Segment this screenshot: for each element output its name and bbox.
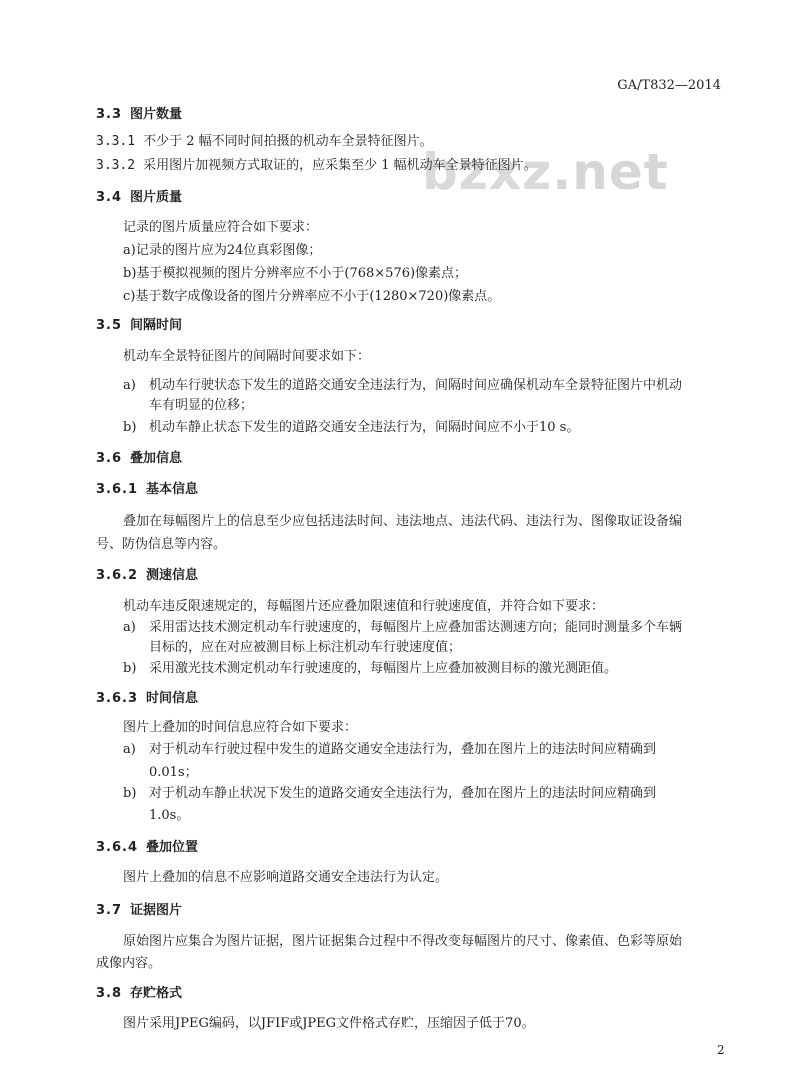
paragraph-continuation: 成像内容。 (96, 956, 162, 971)
list-marker: b) (123, 420, 137, 435)
list-item: c)基于数字成像设备的图片分辨率应不小于(1280×720)像素点。 (123, 289, 501, 304)
heading-title: 时间信息 (146, 691, 199, 706)
list-text: 采用激光技术测定机动车行驶速度的，每幅图片上应叠加被测目标的激光测距值。 (149, 661, 618, 676)
paragraph: 图片采用JPEG编码，以JFIF或JPEG文件格式存贮，压缩因子低于70。 (123, 1016, 535, 1031)
list-marker: b) (123, 786, 137, 801)
list-text: 采用雷达技术测定机动车行驶速度的，每幅图片上应叠加雷达测速方向；能同时测量多个车辆 (149, 620, 683, 635)
heading-number: 3.5 (96, 318, 123, 333)
list-marker: a) (123, 378, 136, 393)
document-code: GA/T832—2014 (617, 78, 721, 93)
list-text: 对于机动车静止状况下发生的道路交通安全违法行为，叠加在图片上的违法时间应精确到 (149, 786, 657, 801)
heading-number: 3.4 (96, 190, 123, 205)
paragraph: 原始图片应集合为图片证据，图片证据集合过程中不得改变每幅图片的尺寸、像素值、色彩等原始 (123, 934, 683, 949)
list-text: 对于机动车行驶过程中发生的道路交通安全违法行为，叠加在图片上的违法时间应精确到 (149, 742, 657, 757)
heading-number: 3.3 (96, 107, 123, 122)
list-text: 机动车行驶状态下发生的道路交通安全违法行为，间隔时间应确保机动车全景特征图片中机动 (149, 378, 683, 393)
clause-3-3-2 (96, 158, 537, 175)
heading-number: 3.8 (96, 986, 123, 1001)
heading-title: 基本信息 (146, 482, 199, 497)
heading-title: 存贮格式 (130, 986, 183, 1001)
clause-text: 不少于 2 幅不同时间拍摄的机动车全景特征图片。 (143, 134, 433, 149)
heading-number: 3.6.1 (96, 482, 139, 497)
list-item-a (123, 742, 656, 759)
heading-3-6 (96, 451, 182, 468)
heading-number: 3.6.2 (96, 568, 139, 583)
paragraph: 记录的图片质量应符合如下要求： (123, 220, 319, 235)
paragraph: 图片上叠加的信息不应影响道路交通安全违法行为认定。 (123, 870, 449, 885)
list-item-b (123, 786, 656, 803)
list-text: 机动车静止状态下发生的道路交通安全违法行为，间隔时间应不小于10 s。 (149, 420, 580, 435)
list-item-b (123, 420, 579, 437)
page-number: 2 (717, 1043, 725, 1057)
clause-number: 3.3.1 (96, 134, 136, 149)
heading-3-3 (96, 107, 182, 124)
watermark-part-b: .net (552, 143, 669, 201)
list-item-a (123, 378, 682, 395)
heading-3-6-1 (96, 482, 198, 499)
watermark-part-a: bzxz (422, 143, 553, 201)
heading-title: 证据图片 (130, 903, 183, 918)
paragraph: 机动车全景特征图片的间隔时间要求如下： (123, 349, 371, 364)
heading-3-8 (96, 986, 182, 1003)
list-marker: a) (123, 620, 136, 635)
paragraph-continuation: 号、防伪信息等内容。 (96, 537, 227, 552)
heading-number: 3.6 (96, 451, 123, 466)
list-item: a)记录的图片应为24位真彩图像； (123, 243, 322, 258)
heading-title: 测速信息 (146, 568, 199, 583)
list-marker: a) (123, 742, 136, 757)
list-item-a (123, 620, 682, 637)
clause-3-3-1 (96, 134, 433, 151)
list-item-continuation: 0.01s； (149, 765, 198, 780)
heading-number: 3.6.4 (96, 840, 139, 855)
list-item-b (123, 661, 617, 678)
paragraph: 机动车违反限速规定的，每幅图片还应叠加限速值和行驶速度值，并符合如下要求： (123, 599, 605, 614)
heading-title: 叠加信息 (130, 451, 183, 466)
heading-number: 3.7 (96, 903, 123, 918)
heading-3-7 (96, 903, 182, 920)
heading-number: 3.6.3 (96, 691, 139, 706)
list-item-continuation: 目标的，应在对应被测目标上标注机动车行驶速度值； (149, 640, 462, 655)
list-item-continuation: 1.0s。 (149, 808, 190, 823)
heading-3-6-4 (96, 840, 198, 857)
paragraph: 叠加在每幅图片上的信息至少应包括违法时间、违法地点、违法代码、违法行为、图像取证设备编 (123, 514, 683, 529)
list-item-continuation: 车有明显的位移； (149, 398, 254, 413)
heading-title: 叠加位置 (146, 840, 199, 855)
clause-text: 采用图片加视频方式取证的，应采集至少 1 幅机动车全景特征图片。 (143, 158, 537, 173)
clause-number: 3.3.2 (96, 158, 136, 173)
paragraph: 图片上叠加的时间信息应符合如下要求： (123, 720, 358, 735)
heading-3-6-3 (96, 691, 198, 708)
heading-3-6-2 (96, 568, 198, 585)
heading-title: 图片质量 (130, 190, 183, 205)
heading-3-4 (96, 190, 182, 207)
list-marker: b) (123, 661, 137, 676)
list-item: b)基于模拟视频的图片分辨率应不小于(768×576)像素点； (123, 266, 468, 281)
heading-title: 间隔时间 (130, 318, 183, 333)
heading-3-5 (96, 318, 182, 335)
heading-title: 图片数量 (130, 107, 183, 122)
